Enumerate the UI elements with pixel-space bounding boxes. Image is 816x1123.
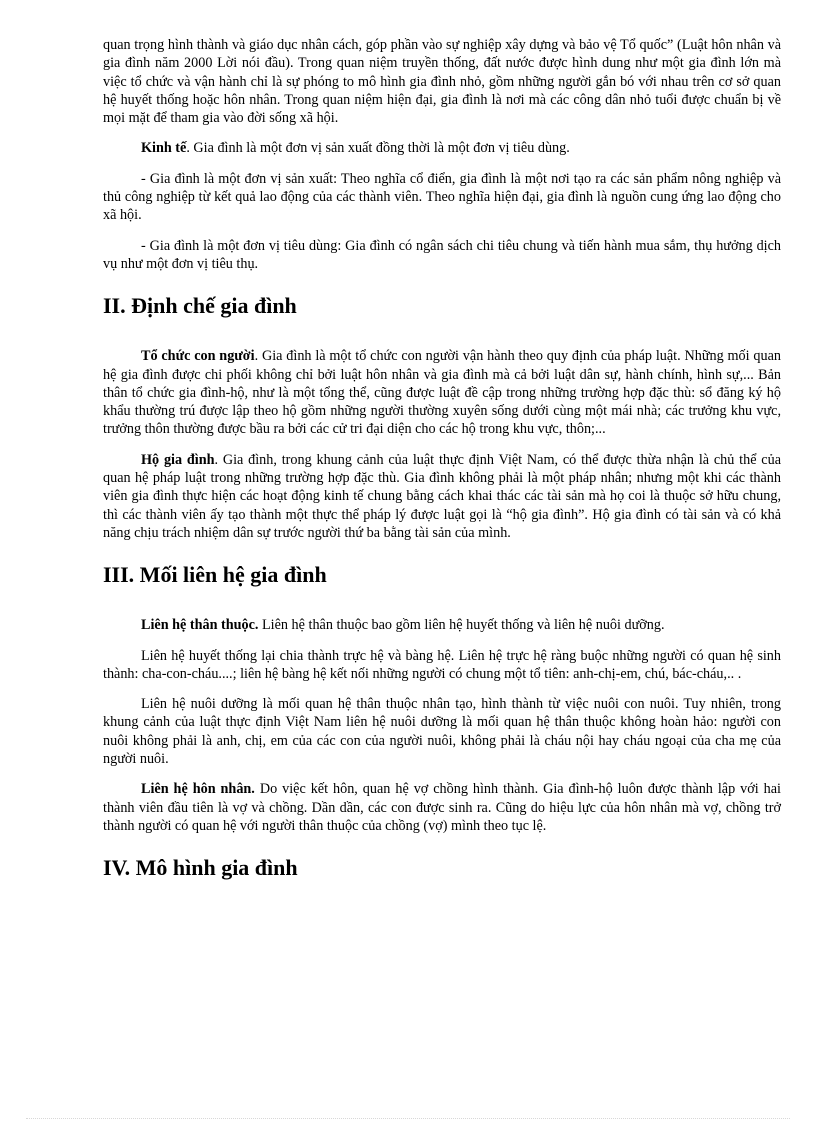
marriage-term: Liên hệ hôn nhân. <box>141 781 255 798</box>
kinship-text: Liên hệ thân thuộc bao gồm liên hệ huyết thống và liên hệ nuôi dưỡng. <box>258 617 665 634</box>
kinship-term: Liên hệ thân thuộc. <box>141 617 259 634</box>
blood-relation-paragraph: Liên hệ huyết thống lại chia thành trực hệ và bàng hệ. Liên hệ trực hệ ràng buộc những người có quan hệ sinh thành: cha-con-cháu....; liên hệ bàng hệ kết nối những người có chung một tổ tiên: anh-chị-em, chú, bác-cháu,.. . <box>103 647 781 682</box>
human-organization-term: Tổ chức con người <box>141 348 255 365</box>
section-heading-relations: III. Mối liên hệ gia đình <box>103 562 327 588</box>
household-text: . Gia đình, trong khung cảnh của luật thực định Việt Nam, có thể được thừa nhận là chủ thể của quan hệ pháp luật trong những trường hợp đặc thù. Gia đình không phải là một pháp nhân; nhưng một khi các thành viên gia đình thực hiện các hoạt động kinh tế chung bằng cách khai thác các tài sản mà họ coi là thuộc sở hữu chung, thì các thành viên ấy tạo thành một thực thể pháp lý được luật gọi là “hộ gia đình”. Hộ gia đình có tài sản và có khả năng chịu trách nhiệm dân sự trước người thứ ba bằng tài sản của mình. <box>103 451 781 541</box>
household-paragraph <box>103 451 781 542</box>
economy-text: . Gia đình là một đơn vị sản xuất đồng thời là một đơn vị tiêu dùng. <box>186 140 570 157</box>
page-bottom-divider <box>26 1118 790 1119</box>
section-heading-models: IV. Mô hình gia đình <box>103 855 298 881</box>
economy-paragraph <box>103 139 781 157</box>
production-unit-paragraph: - Gia đình là một đơn vị sản xuất: Theo nghĩa cổ điển, gia đình là một nơi tạo ra các sản phẩm nông nghiệp và thủ công nghiệp từ kết quả lao động của các thành viên. Theo nghĩa hiện đại, gia đình là nguồn cung ứng lao động cho xã hội. <box>103 170 781 224</box>
economy-term: Kinh tế <box>141 140 187 157</box>
marriage-paragraph <box>103 780 781 835</box>
marriage-text: Do việc kết hôn, quan hệ vợ chồng hình thành. Gia đình-hộ luôn được thành lập với hai thành viên đầu tiên là vợ và chồng. Dần dần, các con được sinh ra. Cũng do hiệu lực của hôn nhân mà vợ, chồng trở thành người có quan hệ với người thân thuộc của chồng (vợ) mình theo tục lệ. <box>103 781 781 834</box>
section-heading-institution: II. Định chế gia đình <box>103 293 297 319</box>
human-organization-text: . Gia đình là một tổ chức con người vận hành theo quy định của pháp luật. Những mối quan hệ gia đình được chi phối không chỉ bởi luật hôn nhân và gia đình mà cả bởi luật dân sự, hành chính, hình sự,... Bản thân tổ chức gia đình-hộ, như là một tổng thể, cũng được luật đề cập trong những trường hợp đặc thù: sổ đăng ký hộ khẩu thường trú được lập theo hộ gồm những người thường xuyên sống dưới cùng một mái nhà; các trưởng khu vực, trưởng thôn thường được bầu ra bởi các cử tri đại diện cho các hộ trong khu vực, thôn;... <box>103 348 781 438</box>
household-term: Hộ gia đình <box>141 451 215 468</box>
adoption-paragraph: Liên hệ nuôi dưỡng là mối quan hệ thân thuộc nhân tạo, hình thành từ việc nuôi con nuôi. Tuy nhiên, trong khung cảnh của luật thực định Việt Nam liên hệ nuôi dưỡng là mối quan hệ thân thuộc không hoàn hảo: người con nuôi không phải là anh, chị, em của các con của người nuôi, không phải là cháu nội hay cháu ngoại của cha mẹ của người nuôi. <box>103 696 781 768</box>
page-content <box>103 36 781 881</box>
consumption-unit-paragraph: - Gia đình là một đơn vị tiêu dùng: Gia đình có ngân sách chi tiêu chung và tiến hành mua sắm, thụ hưởng dịch vụ như một đơn vị tiêu thụ. <box>103 237 781 272</box>
intro-paragraph: quan trọng hình thành và giáo dục nhân cách, góp phần vào sự nghiệp xây dựng và bảo vệ Tổ quốc” (Luật hôn nhân và gia đình năm 2000 Lời nói đầu). Trong quan niệm truyền thống, đất nước được hình dung như một gia đình lớn mà việc tổ chức và vận hành chỉ là sự phóng to mô hình gia đình nhỏ, gồm những người gắn bó với nhau trên cơ sở quan hệ huyết thống hoặc hôn nhân. Trong quan niệm hiện đại, gia đình là nơi mà các công dân nhỏ tuổi được chuẩn bị về mọi mặt để tham gia vào đời sống xã hội. <box>103 37 781 127</box>
kinship-paragraph <box>103 616 781 634</box>
human-organization-paragraph <box>103 347 781 438</box>
